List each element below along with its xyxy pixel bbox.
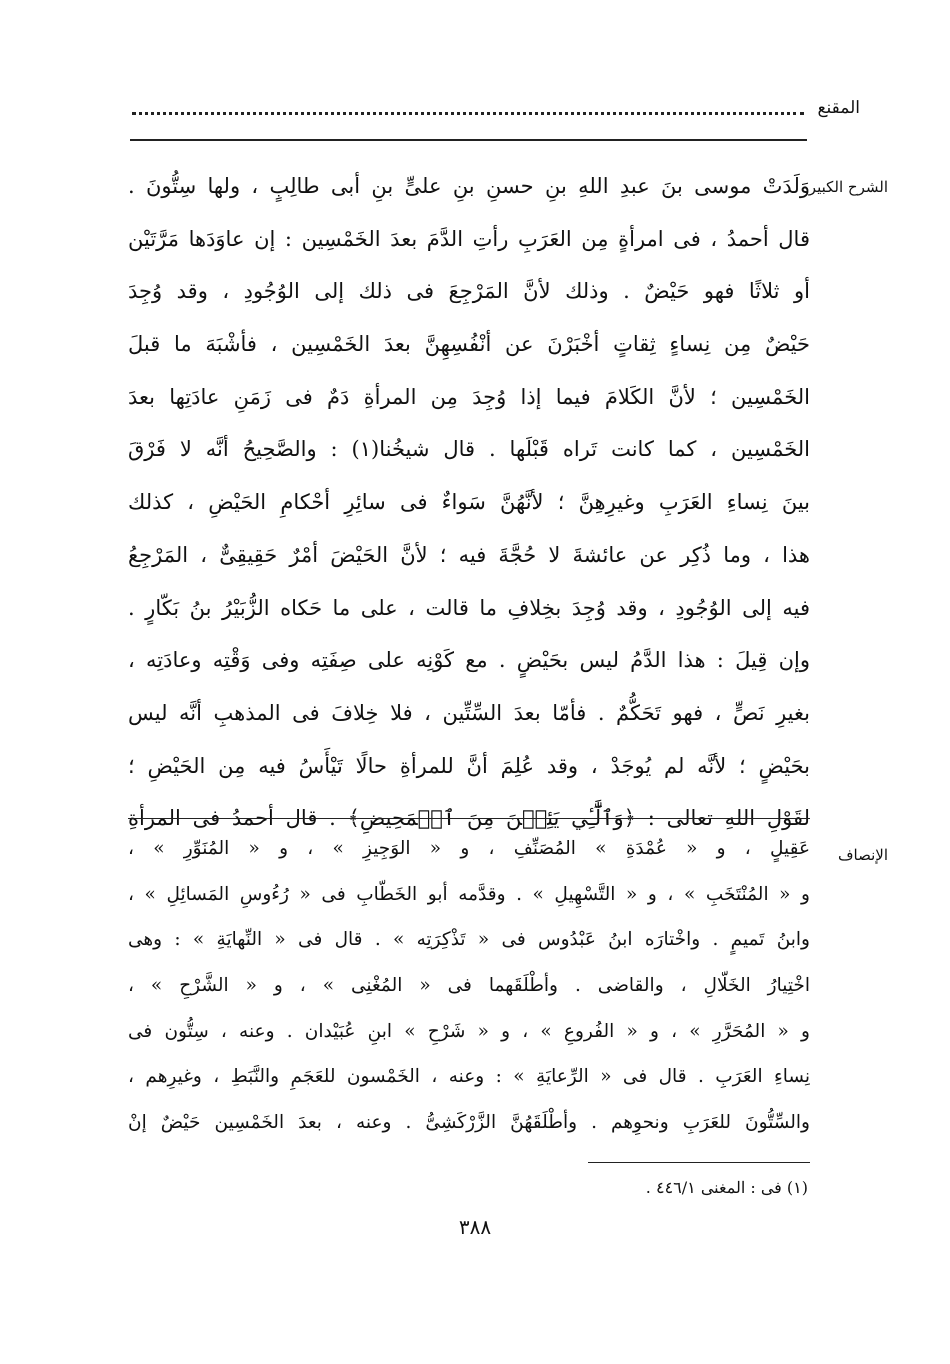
text-line: فيه إلى الوُجُودِ ، وقد وُجِدَ بخِلافِ ما قالت ، على ما حَكاه الزُّبَيْرُ بنُ بَكّارٍ . [128,595,810,620]
insaf-text-block [128,826,810,1146]
text-line: حَيْضٌ مِن نِساءٍ ثِقاتٍ أخْبَرْنَ عن أنْفُسِهِنَّ بعدَ الخَمْسِين ، فأشْبَهَ ما قبلَ [128,332,810,357]
text-line: و « المُنْتَخَبِ » ، و « التَّسْهِيلِ » . وقدَّمه أبو الخَطّابِ فى « رُءُوسِ المَسائِلِ » ، [128,883,810,905]
text-line: بحَيْضٍ ؛ لأنَّه لم يُوجَدْ ، وقد عُلِمَ أنَّ للمرأةِ حالًا تَيْأَسُ فيه مِن الحَيْضِ ؛ [128,753,810,778]
footnote: (١) فى : المغنى ٤٤٦/١ . [645,1178,808,1197]
sharh-text-block [128,160,810,845]
text-line: هذا ، وما ذُكِر عن عائشةَ لا حُجَّةَ فيه ؛ لأنَّ الحَيْضَ أمْرٌ حَقِيقِىٌّ ، المَرْجِعُ [128,542,810,567]
text-line: الخَمْسِين ؛ لأنَّ الكَلامَ فيما إذا وُجِدَ مِن المرأةِ دَمٌ فى زَمَنِ عادَتِها بعدَ [128,384,810,409]
footnote-rule [588,1162,810,1163]
section-divider-rule [128,818,810,819]
text-line: وَلَدَتْ موسى بنَ عبدِ اللهِ بنِ حسنِ بنِ علىٍّ بنِ أبى طالِبٍ ، ولها سِتُّونَ . [128,174,810,198]
page-number: ٣٨٨ [458,1215,492,1239]
text-line: وإن قِيلَ : هذا الدَّمُ ليس بحَيْضٍ . مع كَوْنِه على صِفَتِه وفى وَقْتِه وعادَتِه ، [128,648,810,673]
header-dotted-rule [132,112,804,115]
running-header-title: المقنع [817,98,860,118]
text-line: بغيرِ نَصٍّ ، فهو تَحَكُّمٌ . فأمّا بعدَ السِّتِّين ، فلا خِلافَ فى المذهبِ أنَّه ليس [128,700,810,725]
header-solid-rule [130,139,807,141]
text-line: وابنُ تَميمٍ . واخْتارَه ابنُ عَبْدُوس فى « تَذْكِرَتِه » . قال فى « النِّهايَةِ » : وهى [128,929,810,951]
text-line: اخْتِيارُ الخَلّالِ ، والقاضى . وأطْلَقَهما فى « المُغْنِى » ، و « الشَّرْحِ » ، [128,975,810,997]
text-line: والسِّتُّونَ للعَرَبِ ونحوِهم . وأطْلَقَهُنَّ الزَّرْكَشِىُّ . وعنه ، بعدَ الخَمْسِين حَيْضٌ إنْ [128,1112,810,1134]
text-line: لقَوْلِ اللهِ تعالى : ﴿وَٱلَّٰٓـِٔي يَئِسۡنَ مِنَ ٱلۡمَحِيضِ﴾ . قال أحمدُ فى المرأةِ [128,806,810,831]
text-line: قال أحمدُ ، فى امرأةٍ مِن العَرَبِ رأتِ الدَّمَ بعدَ الخَمْسِين : إن عاوَدَها مَرَّتَيْن [128,226,810,251]
text-line: عَقِيلٍ ، و « عُمْدَةِ » المُصَنِّفِ ، و « الوَجِيزِ » ، و « المُنَوِّرِ » ، [128,838,810,859]
text-line: أو ثلاثًا فهو حَيْضٌ . وذلك لأنَّ المَرْجِعَ فى ذلك إلى الوُجُودِ ، وقد وُجِدَ [128,279,810,304]
text-line: الخَمْسِين ، كما كانت تَراه قَبْلَها . قال شيخُنا(١) : والصَّحِيحُ أنَّه لا فَرْقَ [128,437,810,462]
text-line: و « المُحَرَّرِ » ، و « الفُروعِ » ، و « شَرْحِ » ابنِ عُبَيْدان . وعنه ، سِتُّون فى [128,1020,810,1042]
margin-label-insaf: الإنصاف [837,846,888,864]
margin-label-sharh: الشرح الكبير [808,178,888,196]
text-line: نِساءِ العَرَبِ . قال فى « الرِّعايَةِ » : وعنه ، الخَمْسون للعَجَمِ والنَّبَطِ ، وغيرِهم ، [128,1066,810,1088]
text-line: بينَ نِساءِ العَرَبِ وغيرِهِنَّ ؛ لأنَّهُنَّ سَواءٌ فى سائِرِ أحْكامِ الحَيْضِ ، كذلك [128,490,810,515]
